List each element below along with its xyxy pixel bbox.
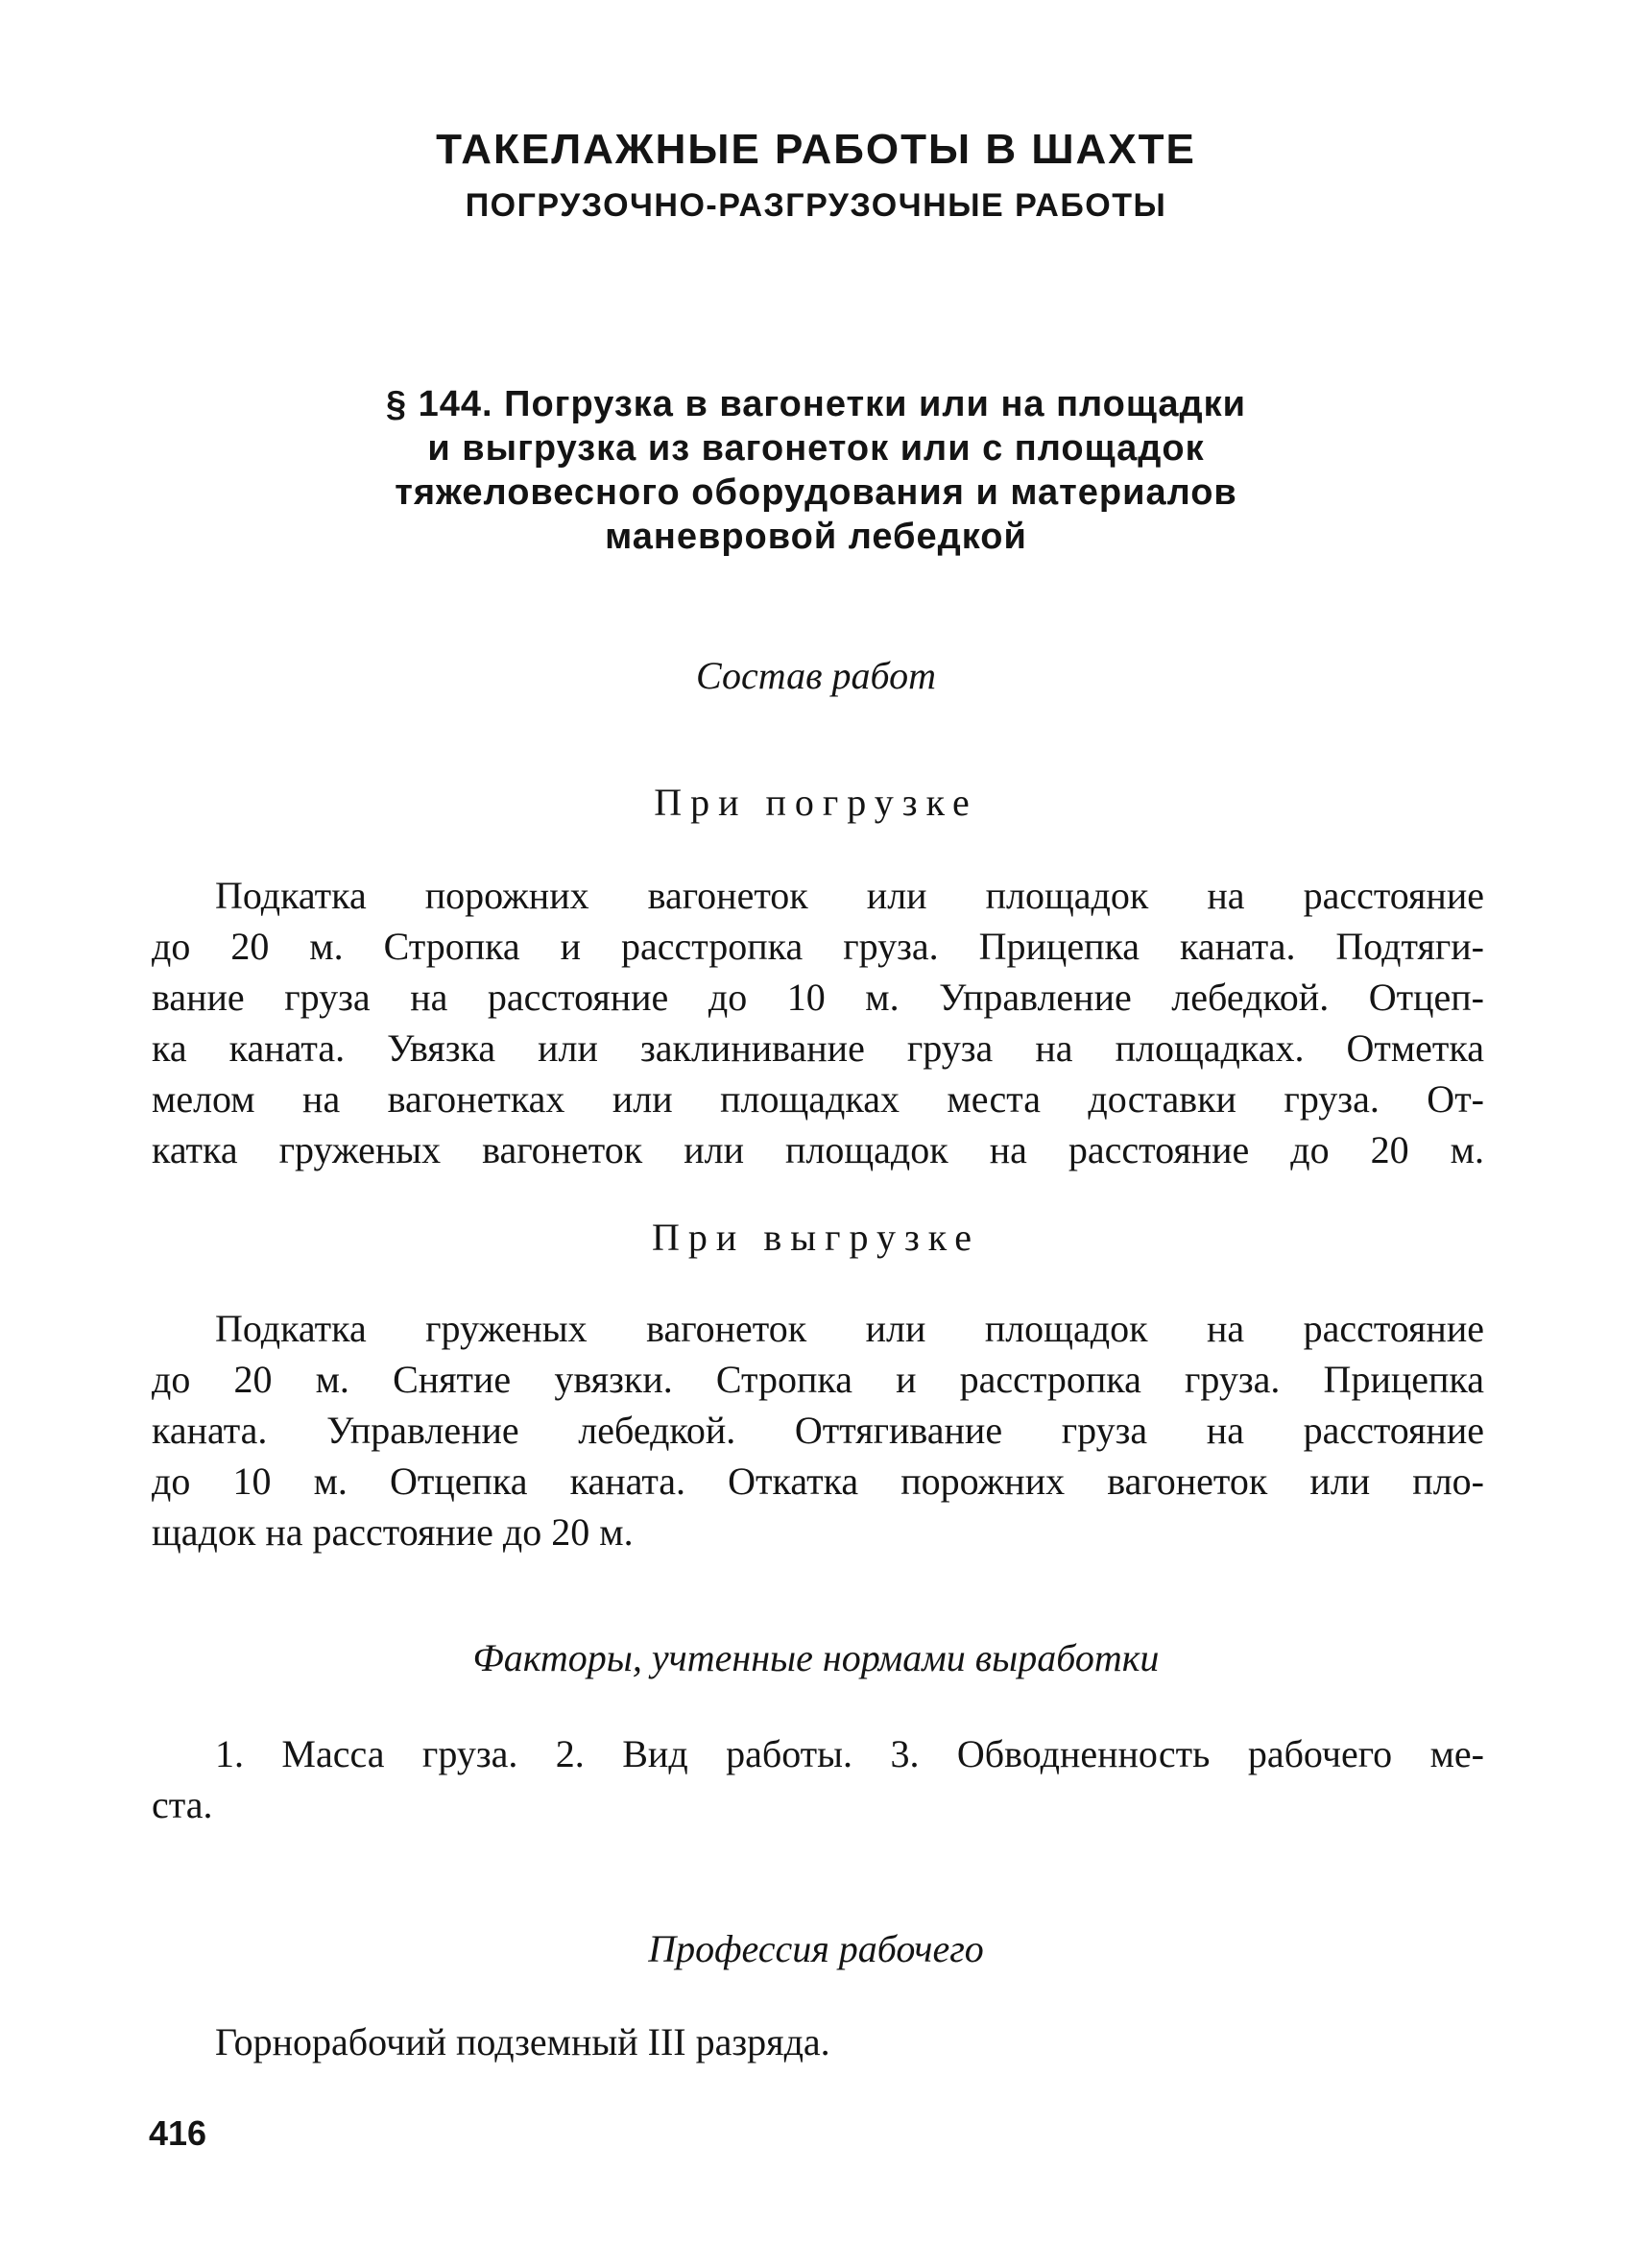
section-heading-line: и выгрузка из вагонеток или с площадок <box>427 428 1205 469</box>
paragraph-line: мелом на вагонетках или площадках места доставки груза. От- <box>152 1077 1484 1121</box>
paragraph-line: каната. Управление лебедкой. Оттягивание груза на расстояние <box>152 1409 1484 1452</box>
factors-heading: Факторы, учтенные нормами выработки <box>472 1636 1160 1679</box>
page-number: 416 <box>149 2113 207 2153</box>
paragraph-line: ста. <box>152 1783 213 1826</box>
unloading-heading: При выгрузке <box>652 1216 980 1259</box>
section-heading-line: тяжеловесного оборудования и материалов <box>395 472 1237 513</box>
paragraph-line: до 20 м. Снятие увязки. Стропка и расстропка груза. Прицепка <box>152 1358 1484 1401</box>
loading-heading: При погрузке <box>654 781 978 824</box>
paragraph-line: 1. Масса груза. 2. Вид работы. 3. Обводненность рабочего ме- <box>215 1732 1484 1775</box>
section-heading-line: § 144. Погрузка в вагонетки или на площадки <box>385 384 1247 424</box>
paragraph-line: щадок на расстояние до 20 м. <box>152 1510 634 1554</box>
loading-paragraph <box>152 870 1484 1175</box>
paragraph-line: Подкатка груженых вагонеток или площадок на расстояние <box>215 1307 1484 1350</box>
section-heading <box>288 382 1344 559</box>
composition-heading: Состав работ <box>696 654 936 697</box>
paragraph-line: вание груза на расстояние до 10 м. Управление лебедкой. Отцеп- <box>152 976 1484 1019</box>
profession-text: Горнорабочий подземный III разряда. <box>215 2020 830 2063</box>
section-heading-line: маневровой лебедкой <box>605 517 1027 557</box>
paragraph-line: до 10 м. Отцепка каната. Откатка порожних вагонеток или пло- <box>152 1460 1484 1503</box>
unloading-paragraph <box>152 1303 1484 1557</box>
chapter-title: ТАКЕЛАЖНЫЕ РАБОТЫ В ШАХТЕ <box>436 126 1196 173</box>
paragraph-line: катка груженых вагонеток или площадок на расстояние до 20 м. <box>152 1128 1484 1171</box>
paragraph-line: Подкатка порожних вагонеток или площадок на расстояние <box>215 874 1484 917</box>
chapter-subtitle: ПОГРУЗОЧНО-РАЗГРУЗОЧНЫЕ РАБОТЫ <box>465 187 1167 224</box>
paragraph-line: ка каната. Увязка или заклинивание груза на площадках. Отметка <box>152 1026 1484 1070</box>
factors-paragraph <box>152 1728 1484 1830</box>
profession-heading: Профессия рабочего <box>648 1927 984 1970</box>
paragraph-line: до 20 м. Стропка и расстропка груза. Прицепка каната. Подтяги- <box>152 925 1484 968</box>
